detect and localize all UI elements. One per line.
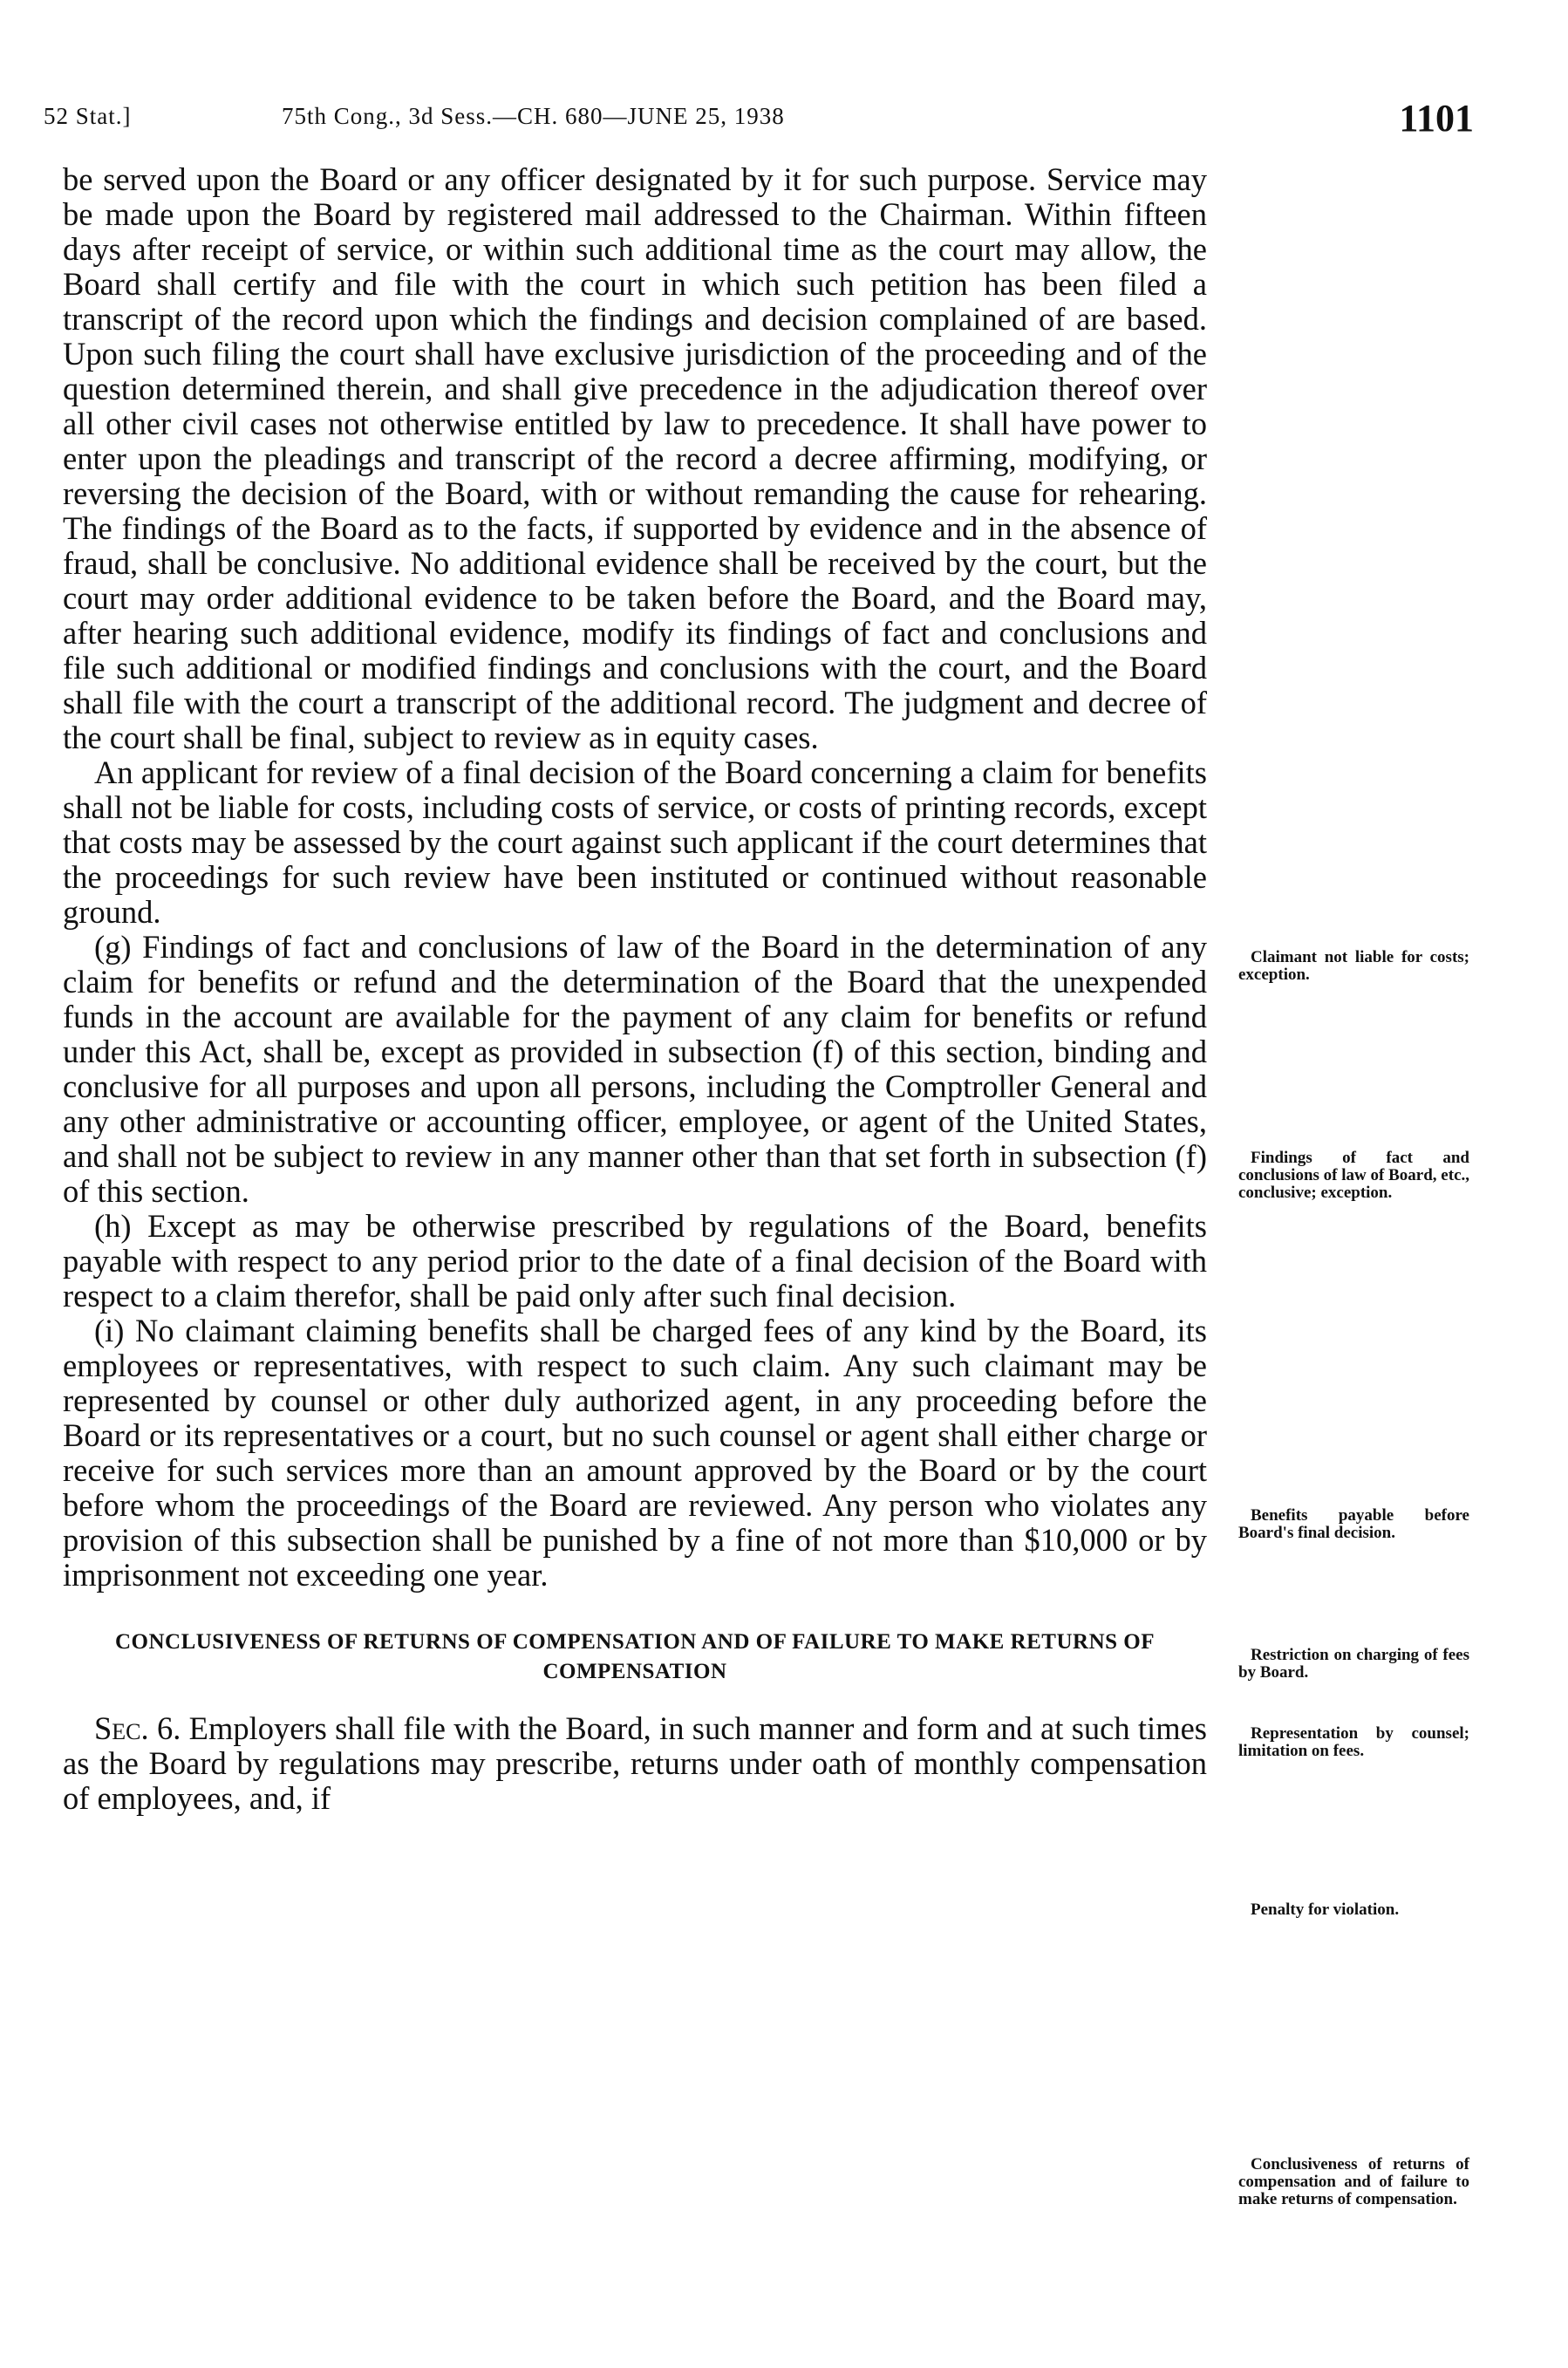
margin-note-fees: Restriction on charging of fees by Board.: [1238, 1646, 1469, 1682]
page-number: 1101: [1399, 97, 1474, 140]
section-label: Sec. 6.: [94, 1710, 181, 1746]
section-6-text: Employers shall file with the Board, in such manner and form and at such times as the Board by regulations may prescribe, returns under oath of monthly compensation of employees, and, if: [63, 1710, 1207, 1816]
margin-note-conclusiveness: Conclusiveness of returns of compensation and of failure to make returns of compensation.: [1238, 2155, 1469, 2208]
statute-reference: 52 Stat.]: [44, 103, 132, 129]
margin-note-benefits: Benefits payable before Board's final decision.: [1238, 1506, 1469, 1542]
session-chapter-date: 75th Cong., 3d Sess.—CH. 680—JUNE 25, 1938: [282, 103, 785, 129]
margin-note-representation: Representation by counsel; limitation on fees.: [1238, 1724, 1469, 1760]
margin-note-penalty: Penalty for violation.: [1251, 1901, 1400, 1919]
paragraph-g: (g) Findings of fact and conclusions of law of the Board in the determination of any claim for benefits or refund and the determination of the Board that the unexpended funds in the account are available for the payment of any claim for benefits or refund under this Act, shall be, except as provided in subsection (f) of this section, binding and conclusive for all purposes and upon all persons, including the Comptroller General and any other administrative or accounting officer, employee, or agent of the United States, and shall not be subject to review in any manner other than that set forth in subsection (f) of this section.: [63, 929, 1207, 1209]
paragraph-continuation: be served upon the Board or any officer designated by it for such purpose. Service may be made upon the Board by registered mail addressed to the Chairman. Within fifteen days after receipt of service, or within such additional time as the court may allow, the Board shall certify and file with the court in which such petition has been filed a transcript of the record upon which the findings and decision complained of are based. Upon such filing the court shall have exclusive jurisdiction of the proceeding and of the question determined therein, and shall give precedence in the adjudication thereof over all other civil cases not otherwise entitled by law to precedence. It shall have power to enter upon the pleadings and transcript of the record a decree affirming, modifying, or reversing the decision of the Board, with or without remanding the cause for rehearing. The findings of the Board as to the facts, if supported by evidence and in the absence of fraud, shall be conclusive. No additional evidence shall be received by the court, but the court may order additional evidence to be taken before the Board, and the Board may, after hearing such additional evidence, modify its findings of fact and conclusions and file such additional or modified findings and conclusions with the court, and the Board shall file with the court a transcript of the additional record. The judgment and decree of the court shall be final, subject to review as in equity cases.: [63, 161, 1207, 755]
paragraph-h: (h) Except as may be otherwise prescribed by regulations of the Board, benefits payable with respect to any period prior to the date of a final decision of the Board with respect to a claim therefor, shall be paid only after such final decision.: [63, 1208, 1207, 1314]
margin-note-costs: Claimant not liable for costs; exception.: [1238, 948, 1469, 984]
page-header: [44, 96, 1474, 148]
main-text: [63, 162, 1207, 1816]
margin-note-findings: Findings of fact and conclusions of law of Board, etc., conclusive; exception.: [1238, 1149, 1469, 1202]
section-heading: CONCLUSIVENESS OF RETURNS OF COMPENSATION AND OF FAILURE TO MAKE RETURNS OF COMPENSATION: [114, 1630, 1156, 1683]
paragraph-costs: An applicant for review of a final decision of the Board concerning a claim for benefits shall not be liable for costs, including costs of service, or costs of printing records, except that costs may be assessed by the court against such applicant if the court determines that the proceedings for such review have been instituted or continued without reasonable ground.: [63, 754, 1207, 930]
paragraph-i: (i) No claimant claiming benefits shall be charged fees of any kind by the Board, its employees or representatives, with respect to such claim. Any such claimant may be represented by counsel or other duly authorized agent, in any proceeding before the Board or its representatives or a court, but no such counsel or agent shall either charge or receive for such services more than an amount approved by the Board or by the court before whom the proceedings of the Board are reviewed. Any person who violates any provision of this subsection shall be punished by a fine of not more than $10,000 or by imprisonment not exceeding one year.: [63, 1313, 1207, 1593]
paragraph-sec-6: [63, 1711, 1207, 1816]
